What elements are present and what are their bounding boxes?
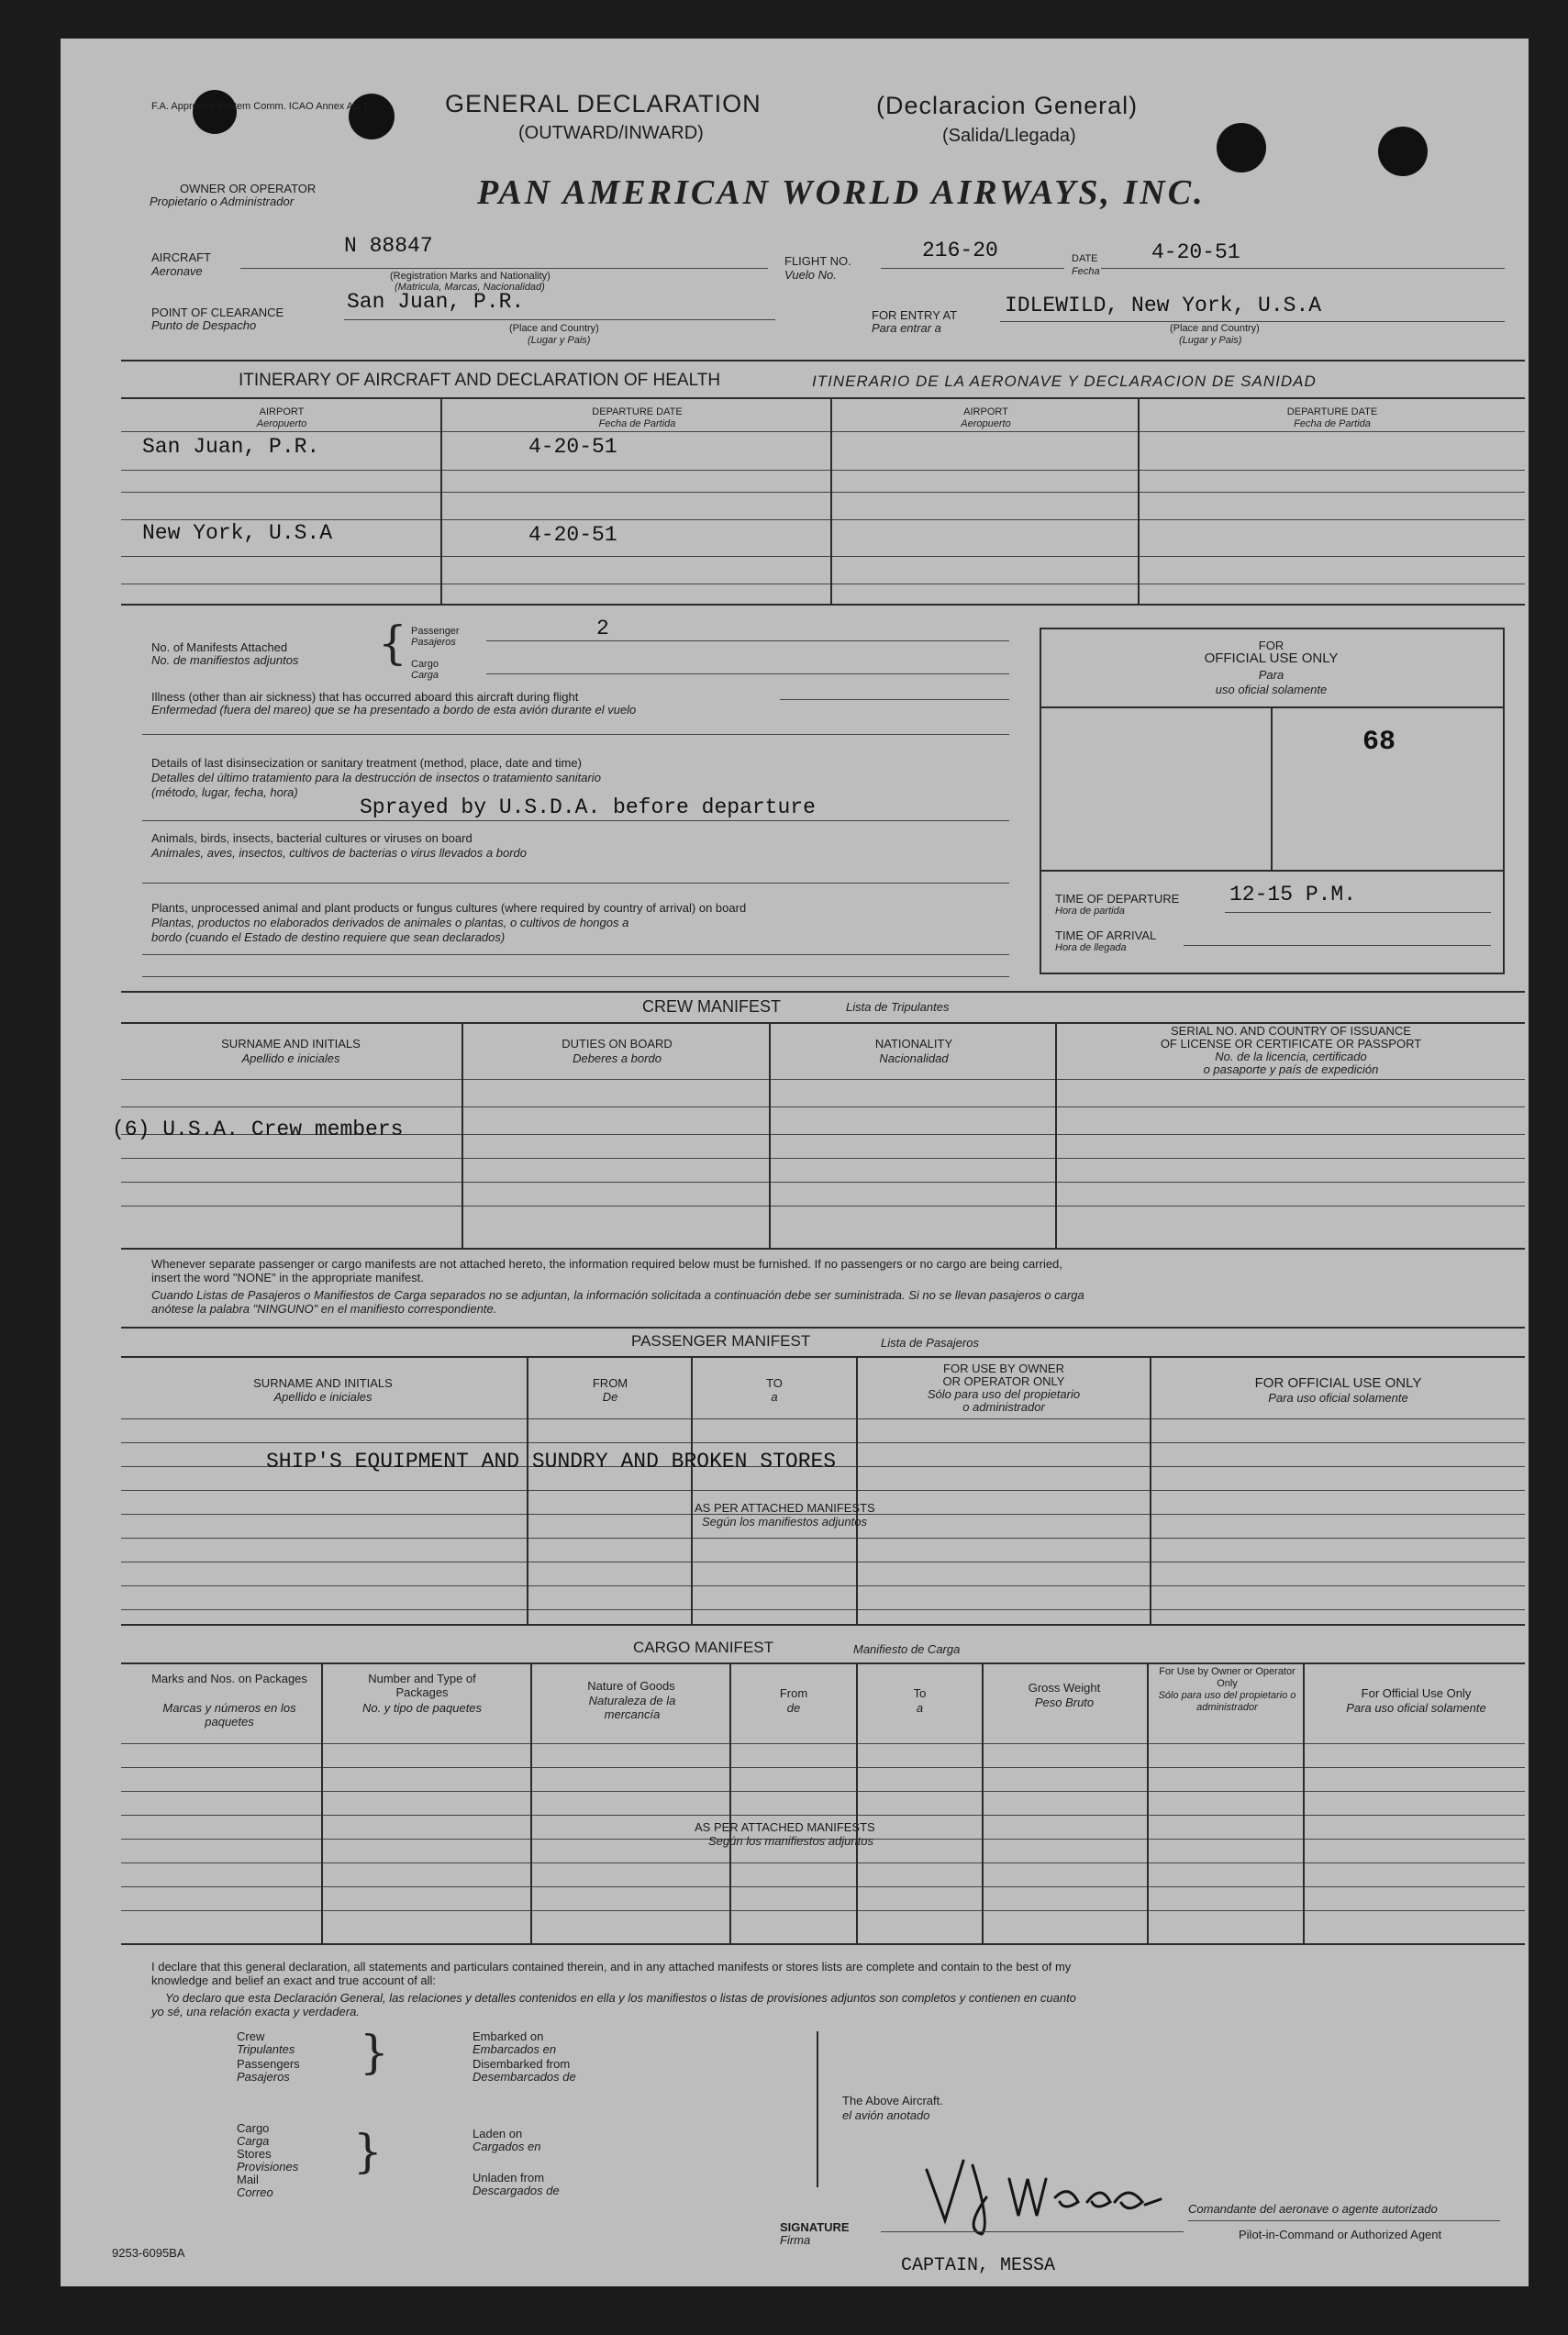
passenger-line: [486, 640, 1009, 641]
itin-col-divider: [1138, 397, 1140, 604]
cargo-rule: [121, 1815, 1525, 1816]
crew-entry: (6) U.S.A. Crew members: [112, 1117, 404, 1141]
crew-col-serial: SERIAL NO. AND COUNTRY OF ISSUANCE: [1171, 1024, 1411, 1038]
cargo-col-divider: [530, 1662, 532, 1943]
cargo-count-line: [486, 673, 1009, 674]
illness-line: [780, 699, 1009, 700]
decl-laden-es: Cargados en: [473, 2140, 541, 2153]
cargo-col-weight: Gross Weight: [1028, 1681, 1101, 1695]
itin-row-2-airport: New York, U.S.A: [142, 521, 333, 545]
declaration-line-3: Yo declaro que esta Declaración General, las relaciones y detalles contenidos en ella y los manifiestos o listas de provisiones adjuntos son completos y contienen en cuanto: [165, 1991, 1076, 2005]
crew-rule: [121, 1106, 1525, 1107]
place-note: (Place and Country): [509, 323, 599, 334]
crew-title-es: Lista de Tripulantes: [846, 1000, 950, 1014]
itin-row-1-airport: San Juan, P.R.: [142, 435, 320, 459]
crew-top-rule: [121, 991, 1525, 993]
punch-hole: [1378, 127, 1428, 176]
arr-time-label: TIME OF ARRIVAL: [1055, 928, 1157, 942]
aircraft-value: N 88847: [344, 234, 433, 258]
captain-title: Pilot-in-Command or Authorized Agent: [1239, 2228, 1442, 2241]
cargo-count-label-es: Carga: [411, 670, 439, 681]
dep-time-label: TIME OF DEPARTURE: [1055, 892, 1180, 906]
cargo-col-official: For Official Use Only: [1361, 1686, 1472, 1700]
official-rule: [1041, 870, 1503, 872]
decl-cargo: Cargo: [237, 2121, 270, 2135]
decl-above-aircraft-es: el avión anotado: [842, 2108, 930, 2122]
dep-time-line: [1225, 912, 1491, 913]
itin-col-departure: DEPARTURE DATE: [592, 406, 683, 417]
cargo-col-weight-es: Peso Bruto: [1034, 1696, 1095, 1709]
decl-stores: Stores: [237, 2147, 272, 2161]
cargo-col-divider: [982, 1662, 984, 1943]
crew-col-divider: [769, 1022, 771, 1248]
pax-col-name: SURNAME AND INITIALS: [253, 1376, 393, 1390]
pax-col-official-es: Para uso oficial solamente: [1268, 1391, 1408, 1405]
official-divider: [1271, 706, 1273, 870]
flight-line: [881, 268, 1064, 269]
decl-crew-es: Tripulantes: [237, 2042, 295, 2056]
form-subtitle: (OUTWARD/INWARD): [518, 123, 704, 143]
date-value: 4-20-51: [1151, 240, 1240, 264]
official-title-2: OFFICIAL USE ONLY: [1204, 650, 1339, 666]
passenger-header-rule: [121, 1356, 1525, 1358]
pax-rule: [121, 1490, 1525, 1491]
pax-col-divider: [527, 1356, 528, 1624]
dep-time-value: 12-15 P.M.: [1229, 883, 1357, 906]
decl-bracket: [817, 2031, 818, 2187]
cargo-rule: [121, 1910, 1525, 1911]
official-title: FOR: [1258, 639, 1284, 652]
decl-laden: Laden on: [473, 2127, 523, 2140]
decl-disembarked-es: Desembarcados de: [473, 2070, 576, 2084]
clearance-label: POINT OF CLEARANCE: [151, 306, 284, 319]
itin-rule: [121, 492, 1525, 493]
owner-value: PAN AMERICAN WORLD AIRWAYS, INC.: [477, 173, 1206, 212]
cargo-col-owner-es: Sólo para uso del propietario o administrador: [1158, 1690, 1296, 1713]
decl-brace: }: [353, 2125, 383, 2178]
arr-time-line: [1184, 945, 1491, 946]
crew-rule: [121, 1079, 1525, 1080]
decl-unladen-es: Descargados de: [473, 2184, 560, 2197]
manifests-label: No. of Manifests Attached: [151, 640, 288, 654]
decl-passengers: Passengers: [237, 2057, 300, 2071]
decl-cargo-es: Carga: [237, 2134, 270, 2148]
note-line-3: Cuando Listas de Pasajeros o Manifiestos de Carga separados no se adjuntan, la información solicitada a continuación debe ser suministrada. Si no se llevan pasajeros o carga: [151, 1288, 1084, 1302]
plants-label-es: Plantas, productos no elaborados derivados de animales o plantas, o cultivos de hongos a: [151, 916, 629, 929]
pax-rule: [121, 1585, 1525, 1586]
form-number: 9253-6095BA: [112, 2246, 185, 2260]
pax-rule: [121, 1538, 1525, 1539]
signature-label-es: Firma: [780, 2233, 811, 2247]
cargo-col-marks-es: Marcas y números en los paquetes: [162, 1701, 296, 1729]
dep-time-label-es: Hora de partida: [1055, 906, 1125, 917]
decl-embarked: Embarked on: [473, 2029, 544, 2043]
note-line-4: anótese la palabra "NINGUNO" en el manifiesto correspondiente.: [151, 1302, 497, 1316]
declaration-line-1: I declare that this general declaration, all statements and particulars contained therein, and in any attached manifests or stores lists are complete and contain to the best of my: [151, 1960, 1072, 1974]
itinerary-title: ITINERARY OF AIRCRAFT AND DECLARATION OF HEALTH: [239, 371, 721, 390]
pax-col-name-es: Apellido e iniciales: [273, 1390, 373, 1404]
arr-time-label-es: Hora de llegada: [1055, 942, 1127, 953]
aircraft-label: AIRCRAFT: [151, 250, 211, 264]
aircraft-label-es: Aeronave: [151, 264, 203, 278]
plants-label-es-2: bordo (cuando el Estado de destino requiere que sean declarados): [151, 930, 506, 944]
illness-line: [142, 734, 1009, 735]
disinsect-value: Sprayed by U.S.D.A. before departure: [360, 795, 816, 819]
official-title-es: Para: [1258, 668, 1284, 682]
cargo-rule: [121, 1791, 1525, 1792]
flight-label-es: Vuelo No.: [784, 268, 837, 282]
plants-line: [142, 954, 1009, 955]
passenger-label-es: Pasajeros: [411, 637, 456, 648]
punch-hole: [1217, 123, 1266, 172]
crew-rule: [121, 1158, 1525, 1159]
animals-label-es: Animales, aves, insectos, cultivos de bacterias o virus llevados a bordo: [151, 846, 527, 860]
pax-col-divider: [856, 1356, 858, 1624]
aircraft-line: [240, 268, 768, 269]
captain-name: CAPTAIN, MESSA: [901, 2255, 1056, 2276]
crew-col-nationality-es: Nacionalidad: [879, 1051, 949, 1065]
note-line-2: insert the word "NONE" in the appropriate manifest.: [151, 1271, 424, 1284]
decl-brace: }: [360, 2026, 389, 2079]
itin-rule: [121, 519, 1525, 520]
form-title-es: (Declaracion General): [876, 92, 1139, 119]
decl-mail-es: Correo: [237, 2185, 273, 2199]
pax-col-official: FOR OFFICIAL USE ONLY: [1254, 1375, 1422, 1391]
declaration-line-4: yo sé, una relación exacta y verdadera.: [151, 2005, 360, 2018]
cargo-col-from-es: de: [786, 1701, 801, 1715]
itin-rule: [121, 470, 1525, 471]
cargo-col-divider: [321, 1662, 323, 1943]
registration-note: (Registration Marks and Nationality): [390, 271, 550, 282]
cargo-attached: AS PER ATTACHED MANIFESTS: [695, 1820, 875, 1834]
cargo-col-nature-es: Naturaleza de la mercancía: [588, 1694, 676, 1721]
entry-place-note: (Place and Country): [1170, 323, 1260, 334]
passenger-top-rule: [121, 1327, 1525, 1329]
itin-row-2-date: 4-20-51: [528, 523, 617, 547]
animals-label: Animals, birds, insects, bacterial cultures or viruses on board: [151, 831, 473, 845]
decl-embarked-es: Embarcados en: [473, 2042, 557, 2056]
signature-label: SIGNATURE: [780, 2220, 850, 2234]
manifests-brace: {: [378, 617, 407, 670]
cargo-rule: [121, 1743, 1525, 1744]
official-title-es-2: uso oficial solamente: [1215, 683, 1328, 696]
disinsect-label-es-2: (método, lugar, fecha, hora): [151, 785, 298, 799]
pax-rule: [121, 1624, 1525, 1626]
pax-col-from: FROM: [592, 1376, 628, 1390]
cargo-col-divider: [729, 1662, 731, 1943]
entry-label-es: Para entrar a: [872, 321, 941, 335]
cargo-col-divider: [1303, 1662, 1305, 1943]
crew-col-nationality: NATIONALITY: [874, 1037, 953, 1051]
illness-label-es: Enfermedad (fuera del mareo) que se ha presentado a bordo de esta avión durante el vuelo: [151, 703, 637, 717]
cargo-col-to-es: a: [916, 1701, 924, 1715]
decl-unladen: Unladen from: [473, 2171, 545, 2185]
pax-col-owner-2: OR OPERATOR ONLY: [942, 1374, 1065, 1388]
pax-col-owner-es: Sólo para uso del propietario: [927, 1387, 1081, 1401]
itin-rule: [121, 431, 1525, 432]
crew-rule: [121, 1182, 1525, 1183]
disinsect-label: Details of last disinsecization or sanitary treatment (method, place, date and time): [151, 756, 582, 770]
itin-rule: [121, 556, 1525, 557]
clearance-line: [344, 319, 775, 320]
decl-disembarked: Disembarked from: [473, 2057, 571, 2071]
animals-line: [142, 883, 1009, 884]
entry-value: IDLEWILD, New York, U.S.A: [1005, 294, 1322, 317]
place-note-es: (Lugar y Pais): [528, 335, 591, 346]
pax-col-from-es: De: [602, 1390, 618, 1404]
cargo-col-nature: Nature of Goods: [587, 1679, 675, 1693]
crew-col-divider: [462, 1022, 463, 1248]
passenger-title-es: Lista de Pasajeros: [881, 1336, 979, 1350]
owner-label-es: Propietario o Administrador: [150, 195, 295, 208]
captain-signature: [908, 2142, 1184, 2243]
passenger-label: Passenger: [411, 626, 460, 637]
clearance-label-es: Punto de Despacho: [151, 318, 257, 332]
pax-col-divider: [1150, 1356, 1151, 1624]
plants-label: Plants, unprocessed animal and plant products or fungus cultures (where required by country of arrival) on board: [151, 901, 747, 915]
cargo-rule: [121, 1862, 1525, 1863]
cargo-rule: [121, 1886, 1525, 1887]
crew-col-divider: [1055, 1022, 1057, 1248]
flight-label: FLIGHT NO.: [784, 254, 851, 268]
official-number: 68: [1362, 727, 1396, 758]
crew-col-name-es: Apellido e iniciales: [241, 1051, 340, 1065]
flight-value: 216-20: [922, 239, 998, 262]
cargo-col-divider: [856, 1662, 858, 1943]
itinerary-title-es: ITINERARIO DE LA AERONAVE Y DECLARACION DE SANIDAD: [812, 372, 1317, 390]
pax-col-divider: [691, 1356, 693, 1624]
pax-rule: [121, 1442, 1525, 1443]
illness-label: Illness (other than air sickness) that has occurred aboard this aircraft during flight: [151, 690, 579, 704]
cargo-title-es: Manifiesto de Carga: [853, 1642, 961, 1656]
cargo-rule: [121, 1767, 1525, 1768]
entry-line: [1000, 321, 1505, 322]
cargo-col-owner: For Use by Owner or Operator Only: [1159, 1666, 1296, 1689]
itin-rule: [121, 604, 1525, 606]
cargo-col-marks: Marks and Nos. on Packages: [151, 1672, 307, 1685]
pax-rule: [121, 1418, 1525, 1419]
crew-title: CREW MANIFEST: [642, 997, 781, 1016]
entry-place-note-es: (Lugar y Pais): [1179, 335, 1242, 346]
pax-entry: SHIP'S EQUIPMENT AND SUNDRY AND BROKEN STORES: [266, 1450, 837, 1473]
pax-col-to-es: a: [771, 1390, 778, 1404]
itin-col-departure-es: Fecha de Partida: [598, 418, 676, 429]
crew-col-serial-2: OF LICENSE OR CERTIFICATE OR PASSPORT: [1160, 1037, 1422, 1051]
date-label: DATE: [1072, 253, 1098, 264]
decl-mail: Mail: [237, 2173, 259, 2186]
itinerary-header-rule: [121, 397, 1525, 399]
decl-crew: Crew: [237, 2029, 265, 2043]
disinsect-label-es: Detalles del último tratamiento para la destrucción de insectos o tratamiento sanitario: [151, 771, 601, 784]
passenger-count: 2: [596, 617, 609, 640]
itinerary-top-rule: [121, 360, 1525, 361]
approval-line: F.A. Approved System Comm. ICAO Annex Ap. I: [151, 101, 368, 112]
itin-col-airport: AIRPORT: [259, 406, 305, 417]
cargo-col-divider: [1147, 1662, 1149, 1943]
disinsect-line: [142, 820, 1009, 821]
cargo-col-number: Number and Type of Packages: [368, 1672, 476, 1699]
passenger-title: PASSENGER MANIFEST: [631, 1332, 811, 1350]
manifests-label-es: No. de manifiestos adjuntos: [151, 653, 299, 667]
pax-attached-es: Según los manifiestos adjuntos: [702, 1515, 867, 1529]
itin-col-divider: [440, 397, 442, 604]
crew-col-name: SURNAME AND INITIALS: [221, 1037, 361, 1051]
pax-attached: AS PER ATTACHED MANIFESTS: [695, 1501, 875, 1515]
form-subtitle-es: (Salida/Llegada): [942, 126, 1076, 146]
itin-col-departure-2: DEPARTURE DATE: [1286, 406, 1378, 417]
itin-col-divider: [830, 397, 832, 604]
captain-line: [1188, 2220, 1500, 2221]
cargo-col-number-es: No. y tipo de paquetes: [361, 1701, 483, 1715]
date-label-es: Fecha: [1072, 266, 1100, 277]
itin-col-departure-2-es: Fecha de Partida: [1294, 418, 1371, 429]
cargo-col-to: To: [913, 1686, 927, 1700]
cargo-count-label: Cargo: [411, 659, 439, 670]
crew-col-serial-es: No. de la licencia, certificado: [1215, 1050, 1367, 1063]
itin-col-airport-es: Aeropuerto: [256, 418, 307, 429]
registration-note-es: (Matricula, Marcas, Nacionalidad): [395, 282, 545, 293]
plants-line: [142, 976, 1009, 977]
crew-col-duties-es: Deberes a bordo: [573, 1051, 662, 1065]
cargo-attached-es: Según los manifiestos adjuntos: [708, 1834, 873, 1848]
owner-label: OWNER OR OPERATOR: [180, 182, 317, 195]
decl-above-aircraft: The Above Aircraft.: [842, 2094, 943, 2107]
cargo-header-rule: [121, 1662, 1525, 1664]
crew-col-duties: DUTIES ON BOARD: [562, 1037, 673, 1051]
cargo-rule: [121, 1943, 1525, 1945]
pax-rule: [121, 1609, 1525, 1610]
date-line: [1101, 268, 1505, 269]
pax-col-owner-es-2: o administrador: [962, 1400, 1045, 1414]
note-line-1: Whenever separate passenger or cargo manifests are not attached hereto, the information required below must be furnished. If no passengers or no cargo are being carried,: [151, 1257, 1062, 1271]
signature-line: [881, 2231, 1184, 2232]
decl-stores-es: Provisiones: [237, 2160, 299, 2174]
cargo-title: CARGO MANIFEST: [633, 1639, 774, 1656]
crew-rule: [121, 1248, 1525, 1250]
crew-col-serial-es-2: o pasaporte y país de expedición: [1203, 1062, 1379, 1076]
declaration-line-2: knowledge and belief an exact and true account of all:: [151, 1974, 437, 1987]
itin-col-airport-2-es: Aeropuerto: [961, 418, 1011, 429]
pax-col-to: TO: [766, 1376, 783, 1390]
clearance-value: San Juan, P.R.: [347, 290, 525, 314]
itin-col-airport-2: AIRPORT: [963, 406, 1008, 417]
itin-row-1-date: 4-20-51: [528, 435, 617, 459]
cargo-col-from: From: [779, 1686, 808, 1700]
decl-passengers-es: Pasajeros: [237, 2070, 290, 2084]
pax-col-owner: FOR USE BY OWNER: [943, 1362, 1064, 1375]
form-title: GENERAL DECLARATION: [445, 90, 762, 117]
entry-label: FOR ENTRY AT: [872, 308, 958, 322]
captain-title-es: Comandante del aeronave o agente autorizado: [1188, 2202, 1438, 2216]
cargo-col-official-es: Para uso oficial solamente: [1346, 1701, 1486, 1715]
